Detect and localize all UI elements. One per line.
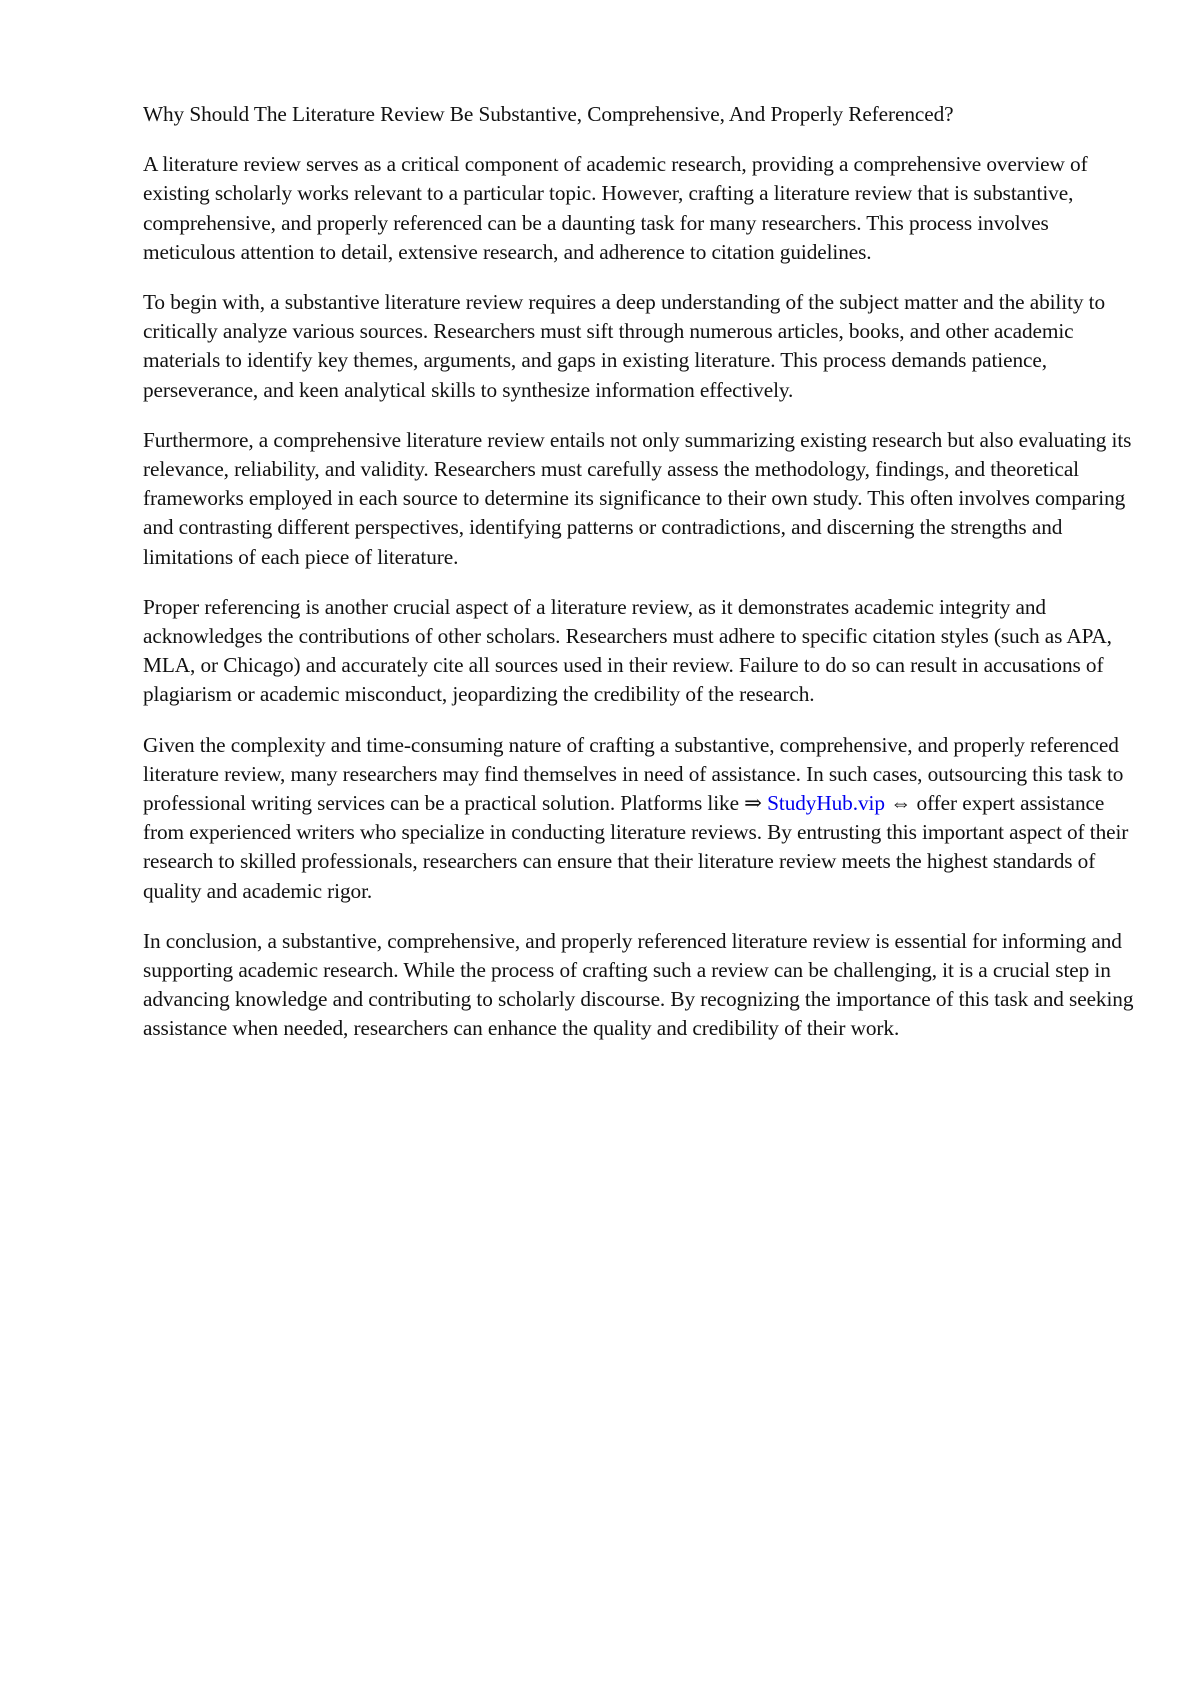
paragraph-comprehensive: Furthermore, a comprehensive literature review entails not only summarizing existing research but also evaluating its relevance, reliability, and validity. Researchers must carefully assess the methodology, findings, and theoretical frameworks employed in each source to determine its significance to their own study. This often involves comparing and contrasting different perspectives, identifying patterns or contradictions, and discerning the strengths and limitations of each piece of literature. (143, 427, 1132, 569)
studyhub-link[interactable]: StudyHub.vip (767, 791, 885, 816)
paragraph-introduction: A literature review serves as a critical component of academic research, providing a comprehensive overview of existing scholarly works relevant to a particular topic. However, crafting a literature review that is substantive, comprehensive, and properly referenced can be a daunting task for many researchers. This process involves meticulous attention to detail, extensive research, and adherence to citation guidelines. (143, 152, 1088, 264)
paragraph-assistance (143, 731, 1143, 906)
paragraph-conclusion: In conclusion, a substantive, comprehensive, and properly referenced literature review is essential for informing and supporting academic research. While the process of crafting such a review can be challenging, it is a crucial step in advancing knowledge and contributing to scholarly discourse. By recognizing the importance of this task and seeking assistance when needed, researchers can enhance the quality and credibility of their work. (143, 928, 1134, 1041)
assistance-text-after-link: ⇔ offer expert assistance from experienced writers who specialize in conducting literature reviews. By entrusting this important aspect of their research to skilled professionals, researchers can ensure that their literature review meets the highest standards of quality and academic rigor. (143, 791, 1129, 903)
document-title: Why Should The Literature Review Be Substantive, Comprehensive, And Properly Referenced? (143, 102, 954, 126)
document-body (143, 100, 1143, 1065)
paragraph-substantive: To begin with, a substantive literature review requires a deep understanding of the subject matter and the ability to critically analyze various sources. Researchers must sift through numerous articles, books, and other academic materials to identify key themes, arguments, and gaps in existing literature. This process demands patience, perseverance, and keen analytical skills to synthesize information effectively. (143, 290, 1106, 402)
paragraph-referencing: Proper referencing is another crucial aspect of a literature review, as it demonstrates academic integrity and acknowledges the contributions of other scholars. Researchers must adhere to specific citation styles (such as APA, MLA, or Chicago) and accurately cite all sources used in their review. Failure to do so can result in accusations of plagiarism or academic misconduct, jeopardizing the credibility of the research. (143, 594, 1112, 707)
assistance-text-before-link: Given the complexity and time-consuming nature of crafting a substantive, comprehensive, and properly referenced literature review, many researchers may find themselves in need of assistance. In such cases, outsourcing this task to professional writing services can be a practical solution. Platforms like ⇒ (143, 732, 1124, 816)
